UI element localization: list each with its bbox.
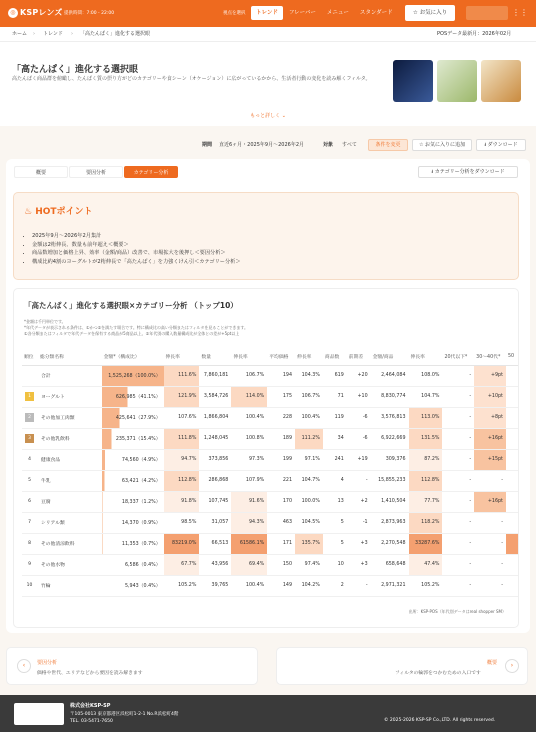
product-image-snack	[481, 60, 521, 102]
rank-badge: 5	[28, 478, 31, 483]
ksp-lens-logo[interactable]	[8, 7, 63, 18]
logo-mark-icon: ◎	[8, 8, 18, 18]
table-cell: 100.4%	[231, 407, 267, 428]
arrow-left-icon[interactable]: ‹	[17, 659, 31, 673]
table-cell: 91.8%	[164, 491, 200, 512]
table-cell: 107.6%	[164, 407, 200, 428]
table-cell: 150	[267, 554, 295, 575]
column-header: 伸長率	[164, 349, 200, 365]
table-cell: 87.2%	[409, 449, 443, 470]
add-favorite-button[interactable]	[412, 139, 472, 151]
footer	[0, 695, 536, 732]
table-cell: 2,873,963	[371, 512, 409, 533]
table-cell: +3	[347, 554, 371, 575]
crumb-home[interactable]: ホーム	[12, 31, 28, 37]
table-cell: 3,576,813	[371, 407, 409, 428]
table-cell: 47.4%	[409, 554, 443, 575]
table-cell: 竹輪	[38, 575, 102, 596]
rank-badge	[25, 370, 34, 379]
rank-badge: 1	[25, 392, 34, 401]
chevron-down-icon: ⌄	[281, 113, 286, 119]
table-cell: +15pt	[474, 449, 506, 470]
target-label: 対象	[323, 142, 334, 148]
rank-cell	[22, 533, 38, 554]
table-cell: その他水物	[38, 554, 102, 575]
table-cell: 100.4%	[231, 575, 267, 596]
hot-points-box	[13, 192, 519, 280]
column-header: 50	[506, 349, 518, 365]
table-cell: -	[442, 428, 474, 449]
table-cell: 104.5%	[295, 512, 323, 533]
rank-badge: 7	[28, 520, 31, 525]
column-header: 20代以下*	[442, 349, 474, 365]
category-download-button[interactable]	[418, 166, 518, 178]
table-cell	[506, 449, 518, 470]
table-cell: 33287.6%	[409, 533, 443, 554]
table-cell: シリアル類	[38, 512, 102, 533]
tab-category[interactable]: カテゴリー分析	[124, 166, 178, 178]
table-cell: 111.8%	[164, 428, 200, 449]
table-cell: 118.2%	[409, 512, 443, 533]
table-cell: 5	[323, 512, 347, 533]
breadcrumb	[0, 27, 536, 42]
table-cell	[506, 491, 518, 512]
page-description: 高たんぱく商品群を俯瞰し、たんぱく質の摂り方がどのカテゴリーや食シーン（オケージョン）に広がっているかから、生活者行動の変化を読み解くフィルタ。	[12, 76, 371, 82]
table-cell: +19	[347, 449, 371, 470]
star-icon: ☆	[418, 142, 424, 148]
table-cell: 97.3%	[231, 449, 267, 470]
table-cell: 107.9%	[231, 470, 267, 491]
table-cell: 111.6%	[164, 365, 200, 386]
table-cell: 97.1%	[295, 449, 323, 470]
table-cell: 131.5%	[409, 428, 443, 449]
source-note: 出所：KSP-POS（年代別データはreal shopper SM）	[408, 609, 506, 614]
page-title: 「高たんぱく」進化する選択眼	[12, 65, 139, 75]
table-cell: 626,985（41.1%）	[102, 386, 164, 407]
table-cell: 235,371（15.4%）	[102, 428, 164, 449]
table-cell: -	[474, 533, 506, 554]
rank-badge: 6	[28, 499, 31, 504]
table-cell	[506, 386, 518, 407]
table-cell: 175	[267, 386, 295, 407]
table-cell	[506, 365, 518, 386]
table-cell: -6	[347, 428, 371, 449]
table-cell: 77.7%	[409, 491, 443, 512]
table-cell: 106.7%	[231, 365, 267, 386]
category-download-label: カテゴリー分析をダウンロード	[434, 169, 505, 175]
add-favorite-label: お気に入りに追加	[425, 142, 466, 148]
star-icon: ☆	[412, 10, 418, 16]
table-cell: 619	[323, 365, 347, 386]
table-cell: 91.6%	[231, 491, 267, 512]
rank-cell	[22, 407, 38, 428]
table-cell: 309,376	[371, 449, 409, 470]
table-cell: 1,248,045	[199, 428, 231, 449]
table-cell: +20	[347, 365, 371, 386]
table-cell: 10	[323, 554, 347, 575]
download-icon: ⭳	[484, 142, 487, 148]
column-header: 平均価格	[267, 349, 295, 365]
table-cell: 2,464,084	[371, 365, 409, 386]
table-cell: 194	[267, 365, 295, 386]
period-label: 期間	[202, 142, 213, 148]
table-cell: 463	[267, 512, 295, 533]
table-cell	[506, 470, 518, 491]
table-cell: -	[442, 512, 474, 533]
table-cell: 104.2%	[295, 575, 323, 596]
table-cell: +10pt	[474, 386, 506, 407]
rank-cell	[22, 554, 38, 575]
view-select-label: 視点を選択	[223, 11, 246, 16]
table-cell: 100.0%	[295, 491, 323, 512]
more-label: もっと詳しく	[250, 113, 281, 119]
table-cell: 1,525,268（100.0%）	[102, 365, 164, 386]
table-cell: 5,943（0.4%）	[102, 575, 164, 596]
table-cell: -	[442, 407, 474, 428]
period-value: 直近6ヶ月・2025年9月〜2026年2月	[219, 142, 304, 148]
rank-badge: 9	[28, 562, 31, 567]
rank-badge: 2	[25, 413, 34, 422]
table-cell: 113.0%	[409, 407, 443, 428]
table-cell: 108.0%	[409, 365, 443, 386]
hot-point-item: • 構成比約4割のヨーグルトが2桁伸長で「高たんぱく」を力強くけん引＜カテゴリー分析＞	[32, 258, 241, 267]
table-cell: 94.3%	[231, 512, 267, 533]
table-cell: 6,586（0.4%）	[102, 554, 164, 575]
table-cell: +2	[347, 491, 371, 512]
table-cell: 18,337（1.2%）	[102, 491, 164, 512]
table-cell	[506, 554, 518, 575]
table-cell: 658,648	[371, 554, 409, 575]
more-details-link[interactable]	[0, 112, 536, 119]
rank-badge: 3	[25, 434, 34, 443]
table-cell: 34	[323, 428, 347, 449]
column-header: 伸長率	[231, 349, 267, 365]
rank-cell	[22, 491, 38, 512]
rank-cell	[22, 386, 38, 407]
prev-title: 要因分析	[37, 660, 58, 666]
nav-trend[interactable]: トレンド	[251, 6, 283, 20]
table-cell: 牛乳	[38, 470, 102, 491]
table-cell	[506, 428, 518, 449]
table-cell: -	[442, 575, 474, 596]
prev-section-card[interactable]	[6, 647, 258, 685]
table-cell: 43,956	[199, 554, 231, 575]
table-cell: 豆腐	[38, 491, 102, 512]
table-cell	[506, 407, 518, 428]
table-cell: その他清涼飲料	[38, 533, 102, 554]
nav-menu[interactable]: メニュー	[326, 10, 349, 16]
hot-point-item: • 金額は2桁伸長、数量も前年超え＜概要＞	[32, 241, 241, 250]
table-cell: 1,866,804	[199, 407, 231, 428]
rank-cell	[22, 365, 38, 386]
table-cell: -6	[347, 407, 371, 428]
table-cell: 106.7%	[295, 386, 323, 407]
table-cell: 149	[267, 575, 295, 596]
table-cell: -	[442, 365, 474, 386]
table-row	[22, 554, 518, 575]
table-cell: -	[442, 449, 474, 470]
table-notes	[24, 319, 248, 337]
table-cell: 104.3%	[295, 365, 323, 386]
rank-cell	[22, 512, 38, 533]
table-cell: +10	[347, 386, 371, 407]
column-header: 総分類名称	[38, 349, 102, 365]
table-cell: 286,868	[199, 470, 231, 491]
table-row	[22, 386, 518, 407]
service-hours: 提供時間：7:00 - 22:00	[64, 11, 115, 16]
table-cell: 228	[267, 407, 295, 428]
column-header: 伸長率	[409, 349, 443, 365]
category-table-card	[13, 288, 519, 628]
table-cell: 66,513	[199, 533, 231, 554]
hot-point-item: • 2025年9月〜2026年2月集計	[32, 232, 241, 241]
logo-text: KSPレンズ	[20, 8, 63, 17]
arrow-right-icon[interactable]: ›	[505, 659, 519, 673]
table-title: 「高たんぱく」進化する選択眼×カテゴリー分析 （トップ10）	[24, 301, 238, 310]
table-cell: 104.7%	[409, 386, 443, 407]
column-header: 順位	[22, 349, 38, 365]
target-value: すべて	[342, 142, 357, 148]
table-row	[22, 449, 518, 470]
table-cell: +9pt	[474, 365, 506, 386]
product-image-chicken	[437, 60, 477, 102]
account-button[interactable]	[466, 6, 508, 20]
table-cell: 104.7%	[295, 470, 323, 491]
table-cell: -	[347, 575, 371, 596]
table-cell: 69.4%	[231, 554, 267, 575]
table-row	[22, 470, 518, 491]
table-row	[22, 365, 518, 386]
table-cell: 98.5%	[164, 512, 200, 533]
nav-standard[interactable]: スタンダード	[359, 10, 393, 16]
table-cell: +3	[347, 533, 371, 554]
table-cell: 135.7%	[295, 533, 323, 554]
table-cell: 105.2%	[164, 575, 200, 596]
table-cell: 189	[267, 428, 295, 449]
table-cell: 241	[323, 449, 347, 470]
table-cell: 67.7%	[164, 554, 200, 575]
certification-logos	[14, 703, 64, 725]
copyright: © 2025-2026 KSP-SP Co.,LTD. All rights reserved.	[384, 718, 496, 723]
table-cell: 2,270,548	[371, 533, 409, 554]
company-tel: TEL. 03-5471-7650	[70, 719, 113, 724]
table-cell: 合計	[38, 365, 102, 386]
table-cell: 107,745	[199, 491, 231, 512]
table-cell: 171	[267, 533, 295, 554]
table-cell: -	[442, 386, 474, 407]
table-cell: 39,765	[199, 575, 231, 596]
chevron-right-icon: ›	[71, 31, 73, 37]
table-row	[22, 407, 518, 428]
favorites-button[interactable]	[405, 5, 455, 21]
tab-overview[interactable]: 概要	[14, 166, 68, 178]
table-cell: 74,560（4.9%）	[102, 449, 164, 470]
column-header: 伸長率	[295, 349, 323, 365]
app-grid-icon[interactable]: ⋮⋮	[512, 8, 528, 17]
change-conditions-button[interactable]: 条件を変更	[368, 139, 408, 151]
tab-factor[interactable]: 要因分析	[69, 166, 123, 178]
table-cell: 111.2%	[295, 428, 323, 449]
nav-flavor[interactable]: フレーバー	[288, 10, 316, 16]
crumb-current: 「高たんぱく」進化する選択眼	[80, 31, 151, 37]
table-cell: 31,057	[199, 512, 231, 533]
table-cell: -	[442, 533, 474, 554]
column-header: 30〜40代*	[474, 349, 506, 365]
table-cell: 2,971,321	[371, 575, 409, 596]
hot-point-item: • 商品数増加と価格上昇、効率（金額/商品）改善で、市場拡大を後押し＜要因分析＞	[32, 249, 241, 258]
table-row	[22, 491, 518, 512]
column-header: 商品数	[323, 349, 347, 365]
table-cell: +16pt	[474, 428, 506, 449]
table-cell: 105.2%	[409, 575, 443, 596]
table-cell: 100.4%	[295, 407, 323, 428]
table-cell: -	[474, 554, 506, 575]
table-cell: 61586.1%	[231, 533, 267, 554]
table-cell: 94.7%	[164, 449, 200, 470]
table-cell: 170	[267, 491, 295, 512]
note-line: ①各分類またはフィルタで年代データを保有する商品が5商品以上、②年代別の購入数量構成比が全体との差が+5pt以上	[24, 331, 240, 336]
next-section-card[interactable]	[276, 647, 528, 685]
table-cell: 健康食品	[38, 449, 102, 470]
download-icon: ⭳	[431, 169, 434, 175]
table-row	[22, 533, 518, 554]
rank-cell	[22, 575, 38, 596]
table-cell: 199	[267, 449, 295, 470]
column-header: 金額*（構成比）	[102, 349, 164, 365]
table-row	[22, 575, 518, 596]
table-row	[22, 428, 518, 449]
note-line: *年代データが表示される条件は、①かつ②を満たす場合です。特に構成比の高い分類またはフィルタを見ることができます。	[24, 325, 249, 330]
table-cell: 11,353（0.7%）	[102, 533, 164, 554]
table-cell: 100.8%	[231, 428, 267, 449]
table-cell: -	[474, 470, 506, 491]
company-name: 株式会社KSP-SP	[70, 703, 111, 709]
table-cell: 83219.0%	[164, 533, 200, 554]
top-header	[0, 0, 536, 27]
table-cell	[506, 533, 518, 554]
hot-title-text: HOTポイント	[35, 207, 93, 217]
flame-icon: ♨	[24, 207, 33, 217]
table-cell: 15,855,233	[371, 470, 409, 491]
note-line: *金額は千円単位です。	[24, 319, 66, 324]
table-cell: 121.9%	[164, 386, 200, 407]
table-cell: +8pt	[474, 407, 506, 428]
table-cell: 112.8%	[409, 470, 443, 491]
column-header: 前期差	[347, 349, 371, 365]
table-cell: -	[442, 554, 474, 575]
table-cell: 112.8%	[164, 470, 200, 491]
favorites-label: お気に入り	[419, 10, 448, 16]
table-cell: -1	[347, 512, 371, 533]
table-cell: 373,856	[199, 449, 231, 470]
table-cell: 63,421（4.2%）	[102, 470, 164, 491]
rank-badge: 4	[28, 457, 31, 462]
table-cell: ヨーグルト	[38, 386, 102, 407]
download-button[interactable]	[476, 139, 526, 151]
column-header: 金額/商品	[371, 349, 409, 365]
table-cell: 14,370（0.9%）	[102, 512, 164, 533]
table-cell: 6,922,669	[371, 428, 409, 449]
table-cell: 2	[323, 575, 347, 596]
table-cell: 114.0%	[231, 386, 267, 407]
table-cell: 425,641（27.9%）	[102, 407, 164, 428]
table-cell: -	[442, 491, 474, 512]
table-cell: -	[474, 575, 506, 596]
table-cell: -	[474, 512, 506, 533]
rank-cell	[22, 428, 38, 449]
table-cell: 3,584,726	[199, 386, 231, 407]
rank-cell	[22, 449, 38, 470]
table-cell: その他乳飲料	[38, 428, 102, 449]
table-cell: 97.4%	[295, 554, 323, 575]
table-row	[22, 512, 518, 533]
table-cell: -	[347, 470, 371, 491]
table-cell: +16pt	[474, 491, 506, 512]
column-header: 数量	[199, 349, 231, 365]
table-cell: 221	[267, 470, 295, 491]
table-cell: 13	[323, 491, 347, 512]
next-title: 概要	[487, 660, 498, 666]
table-cell: 4	[323, 470, 347, 491]
table-cell	[506, 575, 518, 596]
crumb-trend[interactable]: トレンド	[43, 31, 63, 37]
rank-cell	[22, 470, 38, 491]
next-desc: フィルタの輪郭をつかむための入口です	[395, 671, 481, 676]
table-cell: 7,860,181	[199, 365, 231, 386]
table-cell: 1,410,504	[371, 491, 409, 512]
table-cell: 5	[323, 533, 347, 554]
table-cell	[506, 512, 518, 533]
hot-points-list	[32, 232, 241, 266]
table-cell: 8,830,774	[371, 386, 409, 407]
product-image-yogurt	[393, 60, 433, 102]
chevron-right-icon: ›	[33, 31, 35, 37]
category-table	[22, 349, 518, 597]
table-cell: -	[442, 470, 474, 491]
hot-points-title	[24, 204, 93, 217]
pos-date: POSデータ最新月：2026年02月	[437, 31, 512, 37]
view-nav	[251, 6, 398, 20]
prev-desc: 価格や世代、エリアなどから要因を読み解きます	[37, 671, 143, 676]
table-cell: その他加工肉類	[38, 407, 102, 428]
rank-badge: 8	[28, 541, 31, 546]
company-address: 〒105-0013 東京都港区浜松町1-2-1 No.R浜松町4階	[70, 712, 179, 717]
table-cell: 119	[323, 407, 347, 428]
rank-badge: 10	[26, 583, 33, 588]
download-label: ダウンロード	[487, 142, 518, 148]
table-cell: 71	[323, 386, 347, 407]
